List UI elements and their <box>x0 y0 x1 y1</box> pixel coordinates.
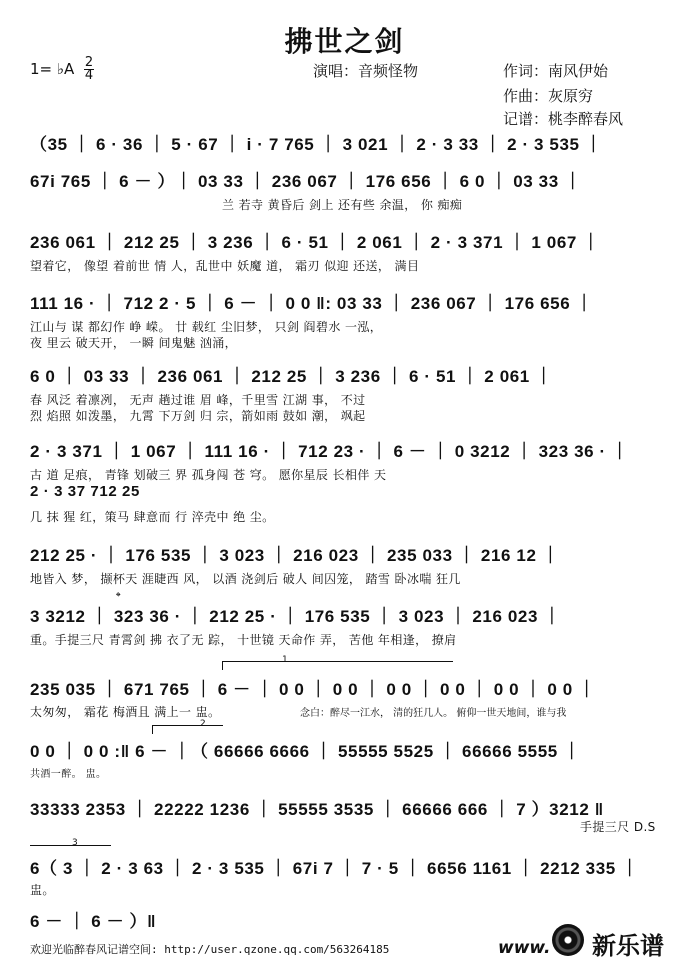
lyric-line-verse-1: 江山与 谋 都幻作 峥 嵘。 廿 载红 尘旧梦， 只剑 阎碧水 一泓， <box>30 320 383 334</box>
notes-line: 0 0 ｜ 0 0 :‖ 6 － ｜（ 66666 6666 ｜ 55555 5525 ｜ 66666 5555 ｜ <box>30 742 581 761</box>
notes-line: 6 0 ｜ 03 33 ｜ 236 061 ｜ 212 25 ｜ 3 236 ｜ 6 · 51 ｜ 2 061 ｜ <box>30 367 553 386</box>
lyric-line-verse-1: 春 风泛 着凛冽， 无声 趟过谁 眉 峰，千里雪 江湖 事， 不过 <box>30 393 366 407</box>
lyric-line: 太匆匆， 霜花 梅酒且 满上一 盅。 <box>30 705 221 719</box>
volta-number-2: 2 <box>200 719 206 729</box>
footer-link[interactable]: 欢迎光临醉春风记谱空间: http://user.qzone.qq.com/563264185 <box>30 943 390 956</box>
lyricist-credit: 作词：南风伊始 <box>503 62 609 80</box>
triplet-bracket <box>30 845 111 846</box>
triplet-number: 3 <box>72 838 78 848</box>
time-denominator: 4 <box>84 68 94 83</box>
lyric-line-verse-2: 烈 焰照 如泼墨， 九霄 下万剑 归 宗，箭如雨 鼓如 潮， 飒起 <box>30 409 366 423</box>
lyric-line: 望着它， 像望 着前世 情 人，乱世中 妖魔 道， 霜刃 似迎 还送， 满目 <box>30 259 420 273</box>
notes-line: 212 25 · ｜ 176 535 ｜ 3 023 ｜ 216 023 ｜ 235 033 ｜ 216 12 ｜ <box>30 546 560 565</box>
singer-credit: 演唱：音频怪物 <box>313 62 419 80</box>
notes-line: 111 16 · ｜ 712 2 · 5 ｜ 6 － ｜ 0 0 ‖: 03 33 ｜ 236 067 ｜ 176 656 ｜ <box>30 294 594 313</box>
notes-line: 67i 765 ｜ 6 － ）｜ 03 33 ｜ 236 067 ｜ 176 656 ｜ 6 0 ｜ 03 33 ｜ <box>30 172 582 191</box>
song-title: 拂世之剑 <box>284 25 405 58</box>
volta-bracket-1 <box>222 661 453 670</box>
lyric-line: 古 道 足痕， 青锋 划破三 界 孤身闯 苍 穹。 愿你星辰 长相伴 天 <box>30 468 387 482</box>
notes-line: 2 · 3 371 ｜ 1 067 ｜ 111 16 · ｜ 712 23 · ｜ 6 － ｜ 0 3212 ｜ 323 36 · ｜ <box>30 442 629 461</box>
transcriber-credit: 记谱：桃李醉春风 <box>503 110 624 128</box>
notes-line: 6 － ｜ 6 － ）‖ <box>30 912 157 931</box>
site-logo-text: 新乐谱 <box>592 932 664 960</box>
www-label: www. <box>498 938 551 958</box>
volta-bracket-2 <box>152 725 223 734</box>
notes-line: 2 · 3 37 712 25 <box>30 483 140 500</box>
ds-lyric: 手提三尺 D.S <box>580 820 656 834</box>
volta-number-1: 1 <box>282 655 288 665</box>
lyric-line-verse-2: 夜 里云 破天开， 一瞬 间鬼魅 汹涌， <box>30 336 238 350</box>
notes-line: 235 035 ｜ 671 765 ｜ 6 － ｜ 0 0 ｜ 0 0 ｜ 0 0 ｜ 0 0 ｜ 0 0 ｜ 0 0 ｜ <box>30 680 596 699</box>
composer-credit: 作曲：灰原穷 <box>503 87 594 105</box>
lyric-line: 地皆入 梦， 撷杯天 涯睫西 风， 以酒 浇剑后 破人 间囚笼， 踏雪 卧冰喘 狂几 <box>30 572 461 586</box>
notes-line: 236 061 ｜ 212 25 ｜ 3 236 ｜ 6 · 51 ｜ 2 061 ｜ 2 · 3 371 ｜ 1 067 ｜ <box>30 233 600 252</box>
notes-line: （35 ｜ 6 · 36 ｜ 5 · 67 ｜ i · 7 765 ｜ 3 021 ｜ 2 · 3 33 ｜ 2 · 3 535 ｜ <box>30 135 603 154</box>
lyric-line: 共酒一醉。 盅。 <box>30 769 107 780</box>
lyric-line: 盅。 <box>30 883 55 897</box>
notes-line: 3 3212 ｜ 323 36 · ｜ 212 25 · ｜ 176 535 ｜ 3 023 ｜ 216 023 ｜ <box>30 607 561 626</box>
lyric-line: 几 抹 猩 红，策马 肆意而 行 淬壳中 绝 尘。 <box>30 510 275 524</box>
lyric-line: 重。手提三尺 青霄剑 拂 衣了无 踪， 十世镜 天命作 弄， 苦他 年相逢， 撩肩 <box>30 633 457 647</box>
coda-mark: 𝄌 <box>116 590 121 605</box>
notes-line: 33333 2353 ｜ 22222 1236 ｜ 55555 3535 ｜ 66666 666 ｜ 7 ）3212 ‖ <box>30 800 604 819</box>
key-signature: 1= ♭A <box>30 60 75 78</box>
notes-line: 6（ 3 ｜ 2 · 3 63 ｜ 2 · 3 535 ｜ 67i 7 ｜ 7 · 5 ｜ 6656 1161 ｜ 2212 335 ｜ <box>30 859 639 878</box>
disc-logo-icon <box>552 924 584 956</box>
lyric-line: 兰 若寺 黄昏后 剑上 还有些 余温， 你 痴痴 <box>222 198 463 212</box>
time-signature <box>84 57 94 82</box>
time-numerator: 2 <box>84 55 94 70</box>
recitation-text: 念白：醉尽一江水， 清的狂几人。 俯仰一世天地间，谁与我 <box>300 708 567 719</box>
